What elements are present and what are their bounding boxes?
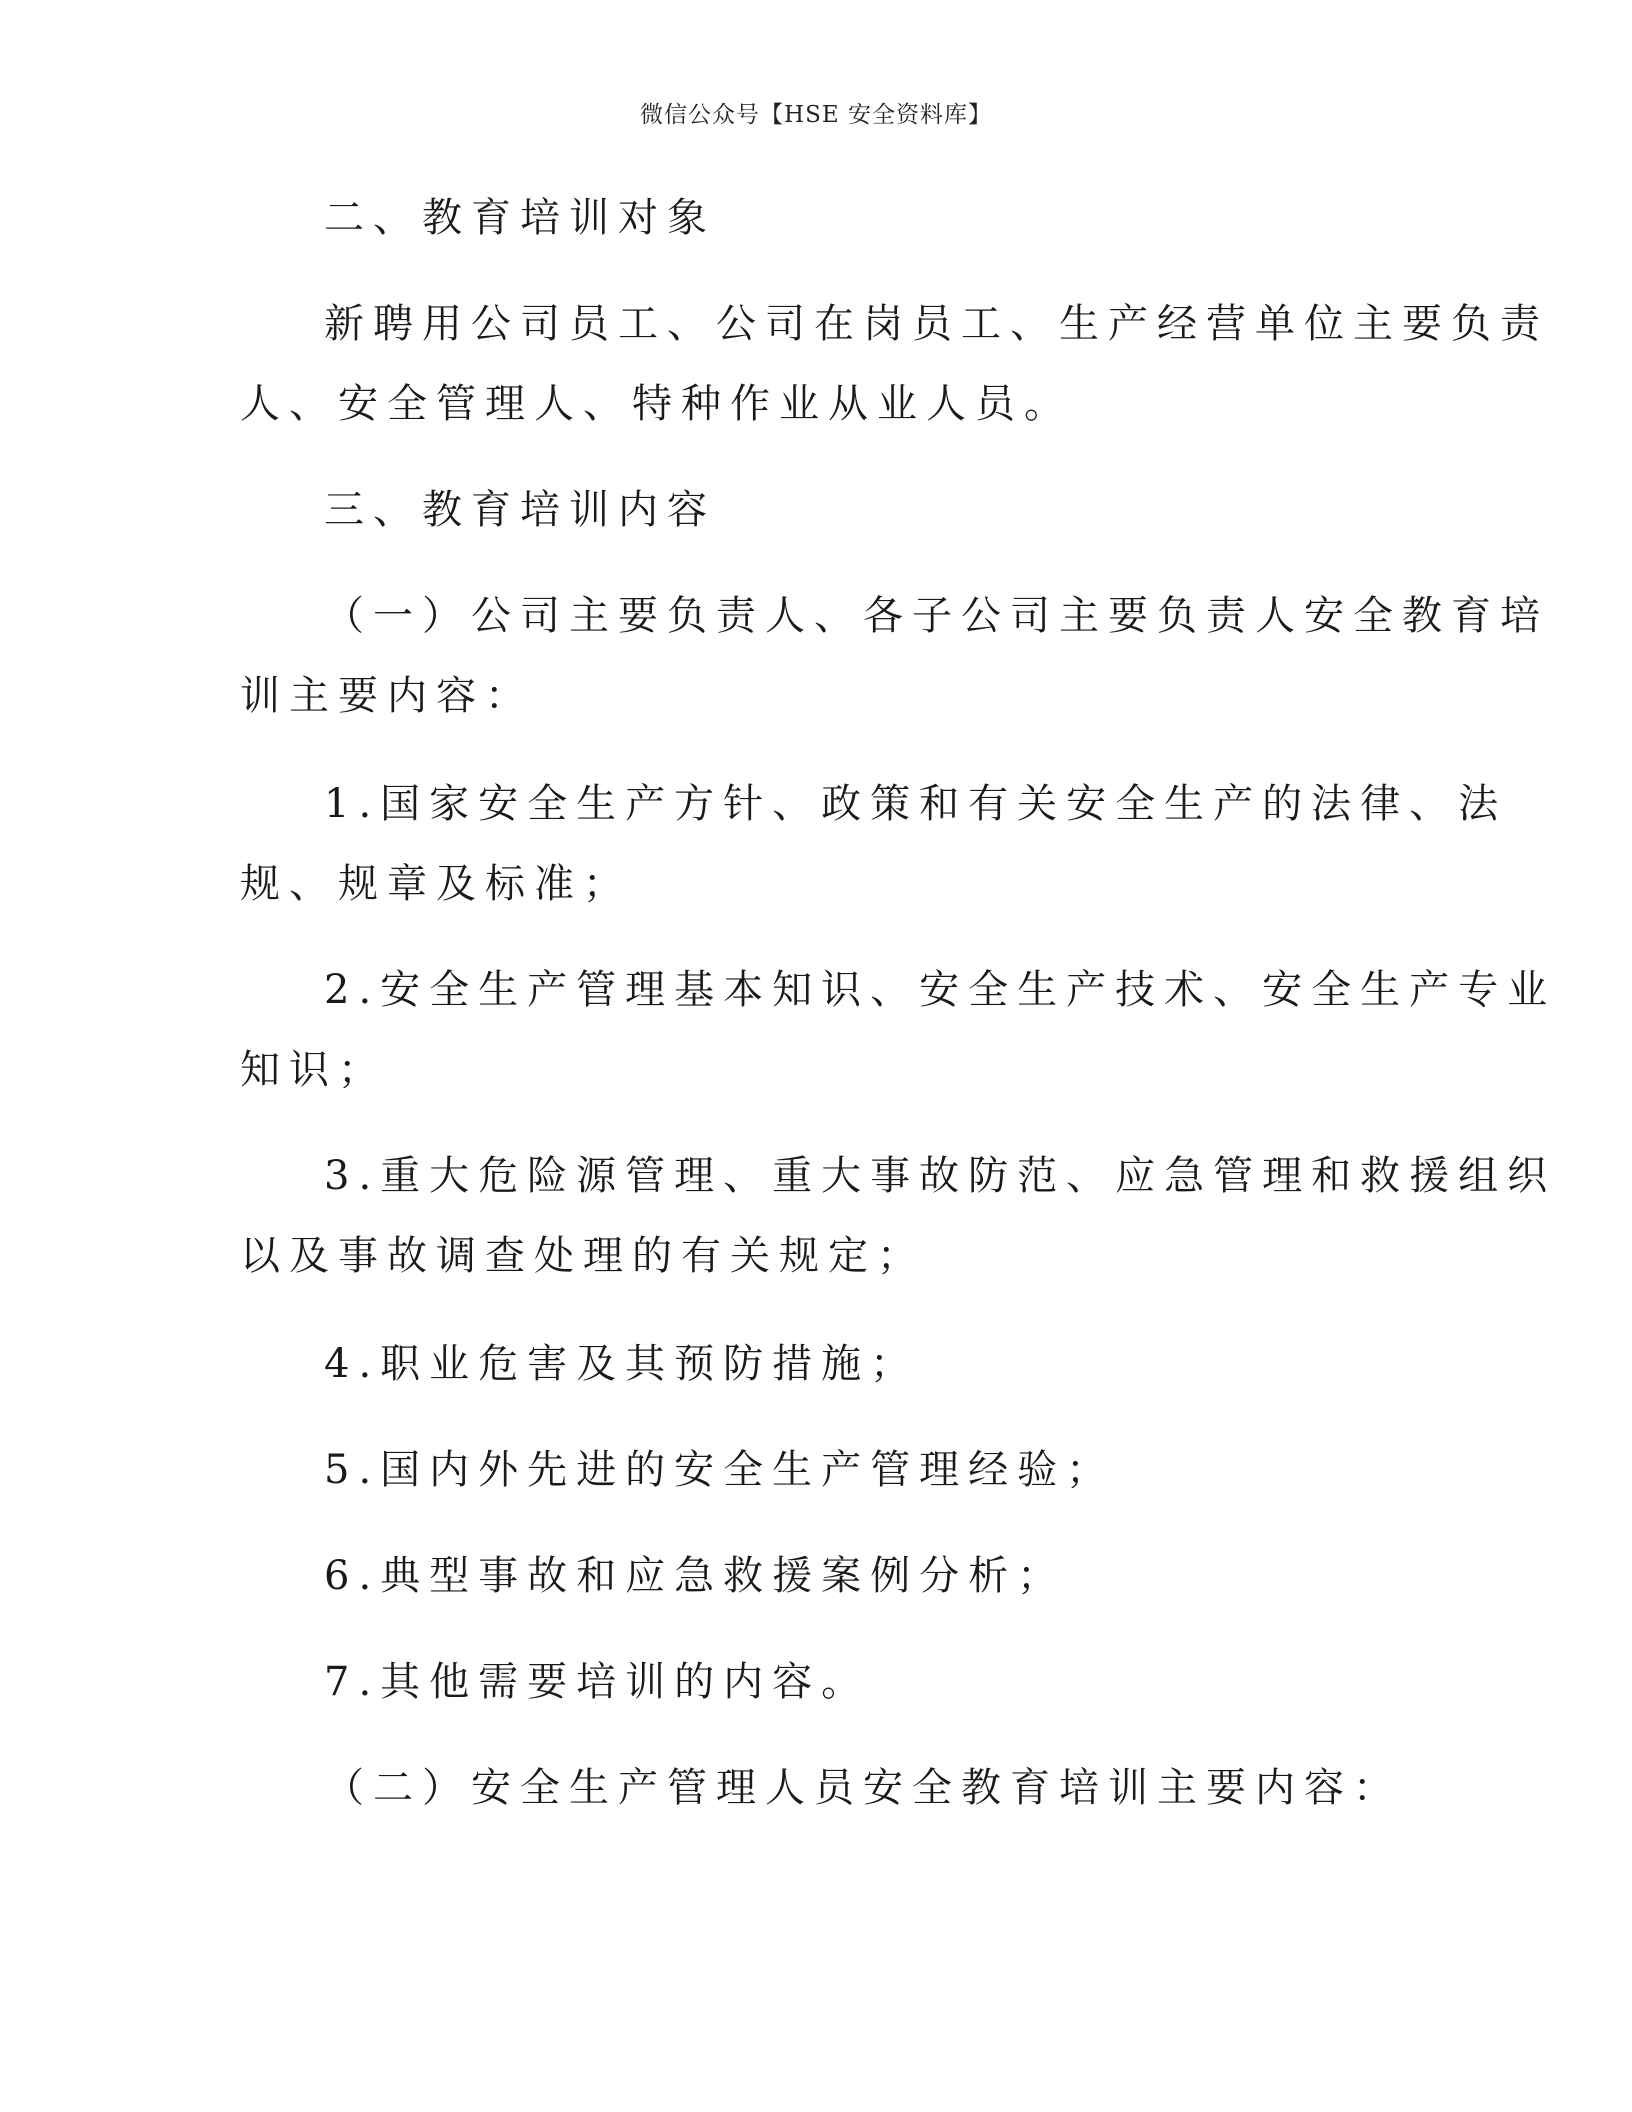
list-item-2 (240, 950, 1557, 1110)
paragraph-training-targets (240, 284, 1549, 444)
paragraph-line: （二）安全生产管理人员安全教育培训主要内容： (324, 1765, 1402, 1811)
paragraph-line: 5.国内外先进的安全生产管理经验； (324, 1447, 1116, 1493)
paragraph-line: 2.安全生产管理基本知识、安全生产技术、安全生产专业 (324, 967, 1557, 1013)
list-item-1 (240, 764, 1508, 924)
list-item-7 (240, 1642, 1390, 1722)
paragraph-line: 1.国家安全生产方针、政策和有关安全生产的法律、法 (324, 781, 1508, 827)
list-item-4 (240, 1324, 1390, 1404)
paragraph-line: 6.典型事故和应急救援案例分析； (324, 1553, 1067, 1599)
section-heading-training-targets (240, 178, 1390, 258)
paragraph-line: 知识； (240, 1047, 387, 1093)
paragraph-line: （一）公司主要负责人、各子公司主要负责人安全教育培 (324, 593, 1549, 639)
subsection-heading-principal (240, 576, 1549, 736)
list-item-5 (240, 1430, 1390, 1510)
list-item-3 (240, 1136, 1557, 1296)
subsection-heading-safety-managers (240, 1748, 1402, 1828)
paragraph-line: 7.其他需要培训的内容。 (324, 1659, 871, 1705)
paragraph-line: 训主要内容： (240, 673, 534, 719)
paragraph-line: 人、安全管理人、特种作业从业人员。 (240, 381, 1073, 427)
section-heading-training-content (240, 470, 1390, 550)
paragraph-line: 三、教育培训内容 (324, 487, 716, 533)
paragraph-line: 4.职业危害及其预防措施； (324, 1341, 920, 1387)
paragraph-line: 以及事故调查处理的有关规定； (240, 1233, 926, 1279)
paragraph-line: 新聘用公司员工、公司在岗员工、生产经营单位主要负责 (324, 301, 1549, 347)
paragraph-line: 规、规章及标准； (240, 861, 632, 907)
paragraph-line: 3.重大危险源管理、重大事故防范、应急管理和救援组织 (324, 1153, 1557, 1199)
page-header: 微信公众号【HSE 安全资料库】 (640, 102, 992, 128)
list-item-6 (240, 1536, 1390, 1616)
paragraph-line: 二、教育培训对象 (324, 195, 716, 241)
